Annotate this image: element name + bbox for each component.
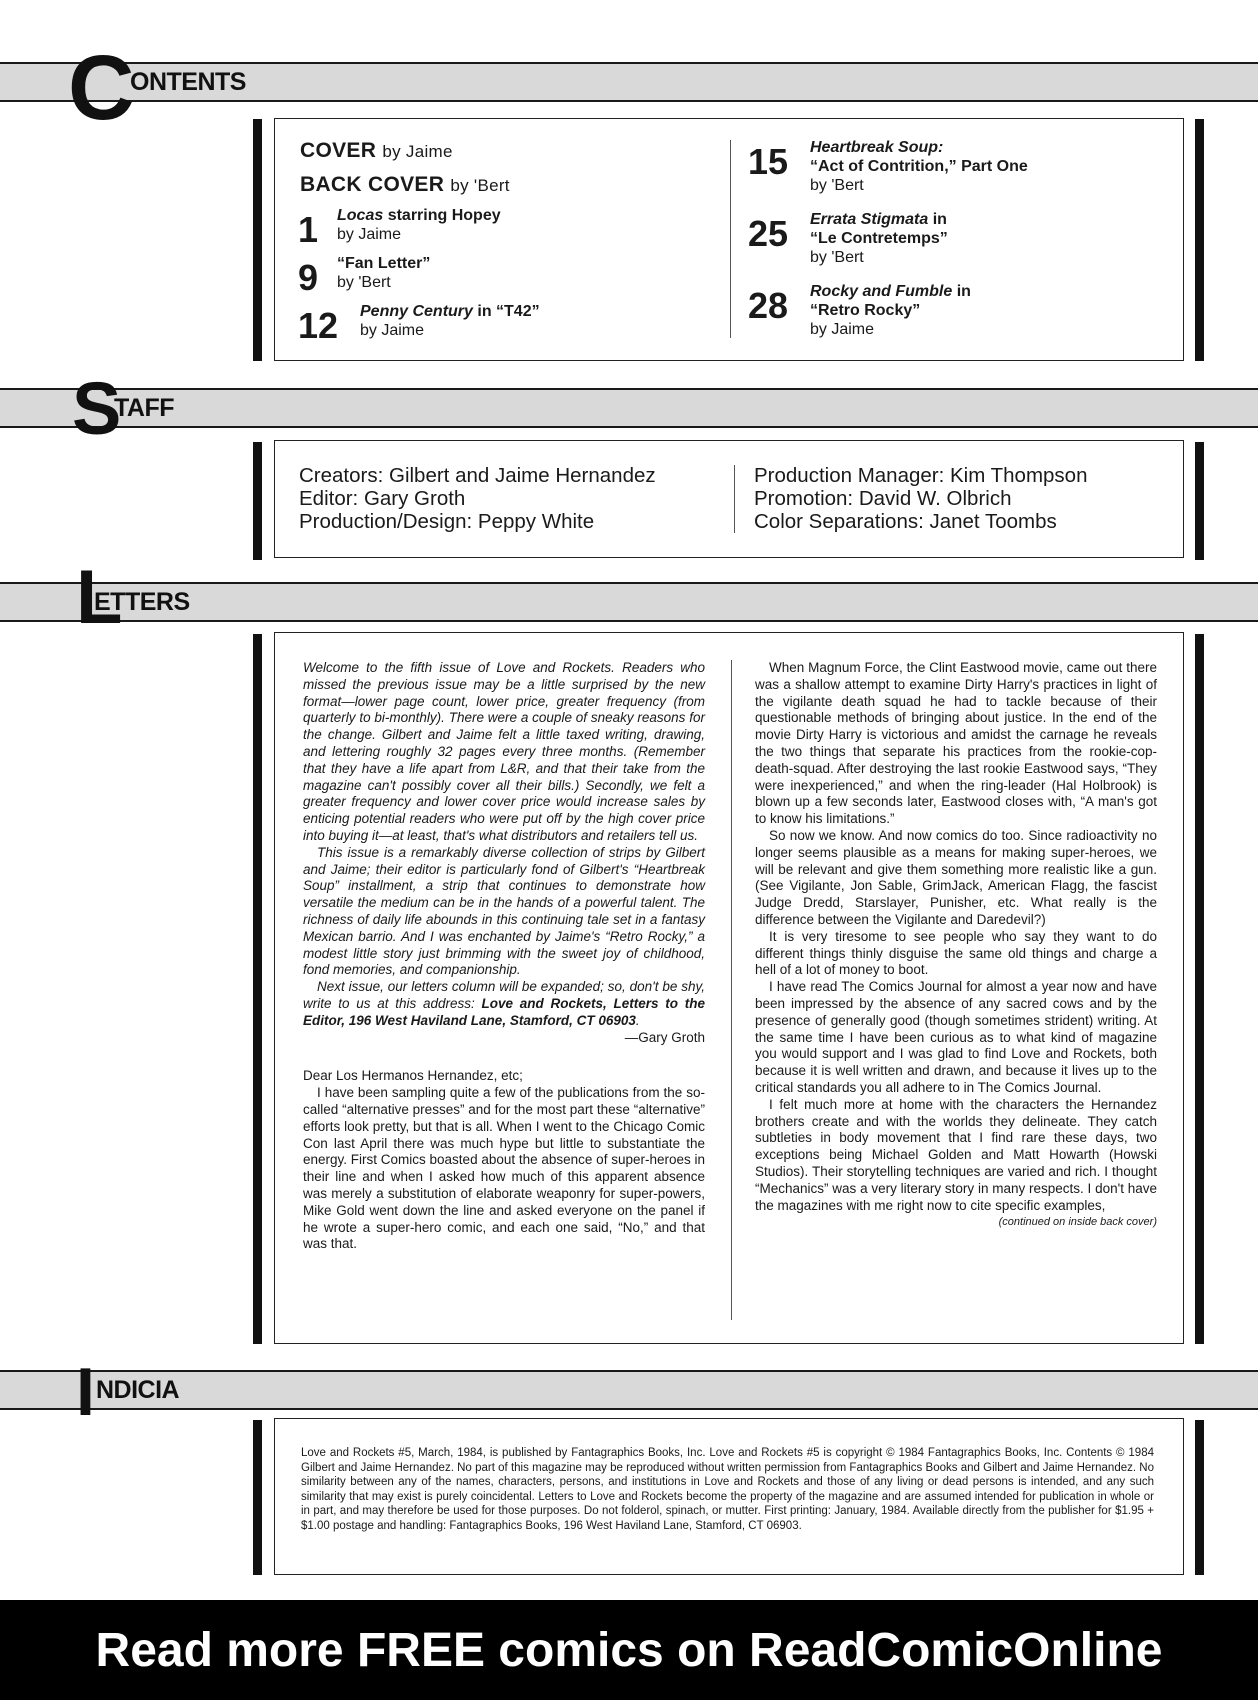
letter-paragraph: When Magnum Force, the Clint Eastwood movie, came out there was a shallow attempt to examine Dirty Harry's practices in light of the vigilante death squad he had to tackle because of their questionable methods of bringing about justice. In the end of the movie Dirty Harry is victorious and amidst the carnage he reveals the two things that separate his practices from the rookie-cop-death-squad. After destroying the last rookie Eastwood says, “They were inexperienced,” and when the ring-leader (Hal Holbrook) is blown up a few seconds later, Eastwood closes with, “A man's got to know his limitations.” <box>755 660 1157 827</box>
contents-entry <box>748 138 1168 200</box>
letters-heading-rest: ETTERS <box>94 588 190 616</box>
entry-by: by Jaime <box>337 226 402 243</box>
continued-note: (continued on inside back cover) <box>998 1216 1157 1229</box>
entry-page-number: 28 <box>748 285 789 326</box>
entry-text <box>810 210 948 267</box>
staff-right-bar <box>1195 442 1204 560</box>
contents-divider <box>730 140 731 338</box>
entry-by: by 'Bert <box>337 274 391 291</box>
contents-entry <box>748 282 1168 344</box>
back-cover-by: by 'Bert <box>450 176 510 195</box>
staff-production-manager: Production Manager: Kim Thompson <box>754 464 1088 487</box>
entry-by: by Jaime <box>360 322 425 339</box>
indicia-banner <box>0 1370 1258 1410</box>
entry-title-italic: Rocky and Fumble <box>810 283 953 300</box>
entry-line2: “Act of Contrition,” Part One <box>810 158 1028 175</box>
indicia-right-bar <box>1195 1420 1204 1575</box>
entry-page-number: 9 <box>298 257 319 298</box>
editorial-invite: Next issue, our letters column will be expanded; so, don't be shy, write to us at this address: <box>303 979 705 1011</box>
entry-text <box>337 206 501 244</box>
editorial-signature: —Gary Groth <box>624 1029 705 1045</box>
letters-left-column <box>303 660 705 1253</box>
entry-title-italic: Penny Century <box>360 303 473 320</box>
letter-paragraph: I have been sampling quite a few of the publications from the so-called “alternative presses” and for the most part these “alternative” efforts look pretty, but that is all. When I went to the Chicago Comic Con last April there was much hype but little to substantiate the energy. First Comics boasted about the absence of super-heroes in their line and when I asked how much of this apparent absence was merely a substitution of elaborate weaponry for super-powers, Mike Gold went down the line and asked everyone on the panel if he wrote a super-hero comic, and each one said, “No,” and that was that. <box>303 1085 705 1252</box>
entry-by: by 'Bert <box>810 249 864 266</box>
entry-title-rest: starring Hopey <box>383 207 501 224</box>
letters-heading-initial: L <box>76 555 123 640</box>
cover-credit <box>300 139 453 163</box>
letters-right-bar <box>1195 634 1204 1344</box>
staff-left-bar <box>253 442 262 560</box>
entry-page-number: 12 <box>298 305 339 346</box>
entry-page-number: 25 <box>748 213 789 254</box>
indicia-left-bar <box>253 1420 262 1575</box>
entry-title-italic: Heartbreak Soup: <box>810 139 944 156</box>
entry-title-rest: in <box>928 211 947 228</box>
letter-paragraph: So now we know. And now comics do too. Since radioactivity no longer seems plausible as a means for making super-heroes, we will be relevant and give them something more realistic like a gun. (See Vigilante, Jon Sable, GrimJack, American Flagg, the fascist Judge Dredd, Starslayer, Punisher, etc. What really is the difference between the Vigilante and Daredevil?) <box>755 827 1157 927</box>
contents-entry <box>298 254 698 304</box>
entry-line2: “Le Contretemps” <box>810 230 948 247</box>
staff-creators: Creators: Gilbert and Jaime Hernandez <box>299 464 656 487</box>
entry-text <box>337 254 430 292</box>
staff-heading-initial: S <box>72 367 122 450</box>
indicia-heading-initial: I <box>76 1354 95 1430</box>
staff-divider <box>734 465 735 533</box>
entry-title-italic: Locas <box>337 207 384 224</box>
entry-by: by 'Bert <box>810 177 864 194</box>
editorial-paragraph: Next issue, our letters column will be expanded; so, don't be shy, write to us at this address: Love and Rockets, Letters to the Editor, 196 West Haviland Lane, Stamford, CT 06903. <box>303 979 705 1028</box>
entry-title-rest: in “T42” <box>472 303 540 320</box>
cover-by: by Jaime <box>382 142 453 161</box>
entry-text <box>360 302 540 340</box>
letter-paragraph: I felt much more at home with the characters the Hernandez brothers create and with the worlds they delineate. They catch subtleties in body movement that I find rare these days, two exceptions being Michael Golden and Matt Howarth (Howski Studios). Their storytelling techniques are varied and rich. I thought “Mechanics” was a very literary story in many respects. I don't have the magazines with me right now to cite specific examples, <box>755 1096 1157 1213</box>
contents-heading-initial: C <box>68 37 131 139</box>
entry-text <box>810 282 971 339</box>
contents-heading-rest: ONTENTS <box>130 68 246 96</box>
letters-divider <box>731 660 732 1320</box>
staff-promotion: Promotion: David W. Olbrich <box>754 487 1012 510</box>
entry-title-italic: Errata Stigmata <box>810 211 929 228</box>
letters-left-bar <box>253 634 262 1344</box>
staff-heading-rest: TAFF <box>114 394 175 422</box>
entry-page-number: 15 <box>748 141 789 182</box>
staff-editor: Editor: Gary Groth <box>299 487 466 510</box>
entry-title-rest: “Fan Letter” <box>337 255 431 272</box>
contents-left-bar <box>253 119 262 361</box>
contents-entry <box>298 302 698 352</box>
editorial-paragraph: Welcome to the fifth issue of Love and Rockets. Readers who missed the previous issue may be a little surprised by the new format—lower page count, lower price, greater frequency (from quarterly to bi-monthly). There were a couple of sneaky reasons for the change. Gilbert and Jaime felt a little taxed writing, drawing, and lettering roughly 32 pages every three months. (Remember that they have a life apart from L&R, and that their take from the magazine can't possibly cover all their bills.) Secondly, we felt a greater frequency and lower cover price would increase sales by enticing potential readers who were put off by the high cover price into buying it—at least, that's what distributors and retailers tell us. <box>303 660 705 843</box>
entry-text <box>810 138 1028 195</box>
letter-salutation: Dear Los Hermanos Hernandez, etc; <box>303 1068 523 1084</box>
indicia-heading-rest: NDICIA <box>96 1376 180 1404</box>
letter-paragraph: It is very tiresome to see people who say they want to do different things thinly disguise the same old things and charge a hell of a lot of money to boot. <box>755 928 1157 978</box>
promo-footer[interactable] <box>0 1600 1258 1700</box>
letter-paragraph: I have read The Comics Journal for almost a year now and have been impressed by the absence of any sacred cows and by the presence of generally good (though sometimes strident) writing. At the same time I have been curious as to what kind of magazine you would support and I was glad to find Love and Rockets, both because it is well written and drawn, and because it lives up to the critical standards you all adhere to in The Comics Journal. <box>755 979 1157 1095</box>
letters-right-column <box>755 660 1157 1231</box>
editorial-address: Love and Rockets, Letters to the Editor, 196 West Haviland Lane, Stamford, CT 06903 <box>303 995 705 1028</box>
contents-entry <box>748 210 1168 272</box>
contents-right-bar <box>1195 119 1204 361</box>
entry-title-rest: in <box>952 283 971 300</box>
indicia-text: Love and Rockets #5, March, 1984, is published by Fantagraphics Books, Inc. Love and Rockets #5 is copyright © 1984 Fantagraphics Books, Inc. Contents © 1984 Gilbert and Jaime Hernandez. No part of this magazine may be reproduced without written permission from Fantagraphics Books and Gilbert and Jaime Hernandez. No similarity between any of the names, characters, persons, and institutions in Love and Rockets and those of any living or dead persons is intended, and any such similarity that may exist is purely coincidental. Letters to Love and Rockets become the property of the magazine and are assumed intended for publication in whole or in part, and may therefore be used for those purposes. Do not folderol, spinach, or mutter. First printing: January, 1984. Available directly from the publisher for $1.95 + $1.00 postage and handling: Fantagraphics Books, 196 West Haviland Lane, Stamford, CT 06903. <box>301 1447 1154 1532</box>
entry-line2: “Retro Rocky” <box>810 302 921 319</box>
staff-production-design: Production/Design: Peppy White <box>299 510 595 533</box>
back-cover-label: BACK COVER <box>300 173 445 196</box>
contents-entry <box>298 206 698 256</box>
back-cover-credit <box>300 173 510 197</box>
staff-banner <box>0 388 1258 428</box>
staff-color-separations: Color Separations: Janet Toombs <box>754 510 1057 533</box>
cover-label: COVER <box>300 139 377 162</box>
entry-by: by Jaime <box>810 321 875 338</box>
editorial-paragraph: This issue is a remarkably diverse collection of strips by Gilbert and Jaime; their editor is particularly fond of Gilbert's “Heartbreak Soup” installment, a strip that continues to demonstrate how versatile the medium can be in the hands of a powerful talent. The richness of daily life abounds in this continuing tale set in a fantasy Mexican barrio. And I was enchanted by Jaime's “Retro Rocky,” a modest little story just brimming with the sweet joy of childhood, fond memories, and companionship. <box>303 844 705 978</box>
entry-page-number: 1 <box>298 209 319 250</box>
promo-footer-text: Read more FREE comics on ReadComicOnline <box>95 1623 1163 1677</box>
